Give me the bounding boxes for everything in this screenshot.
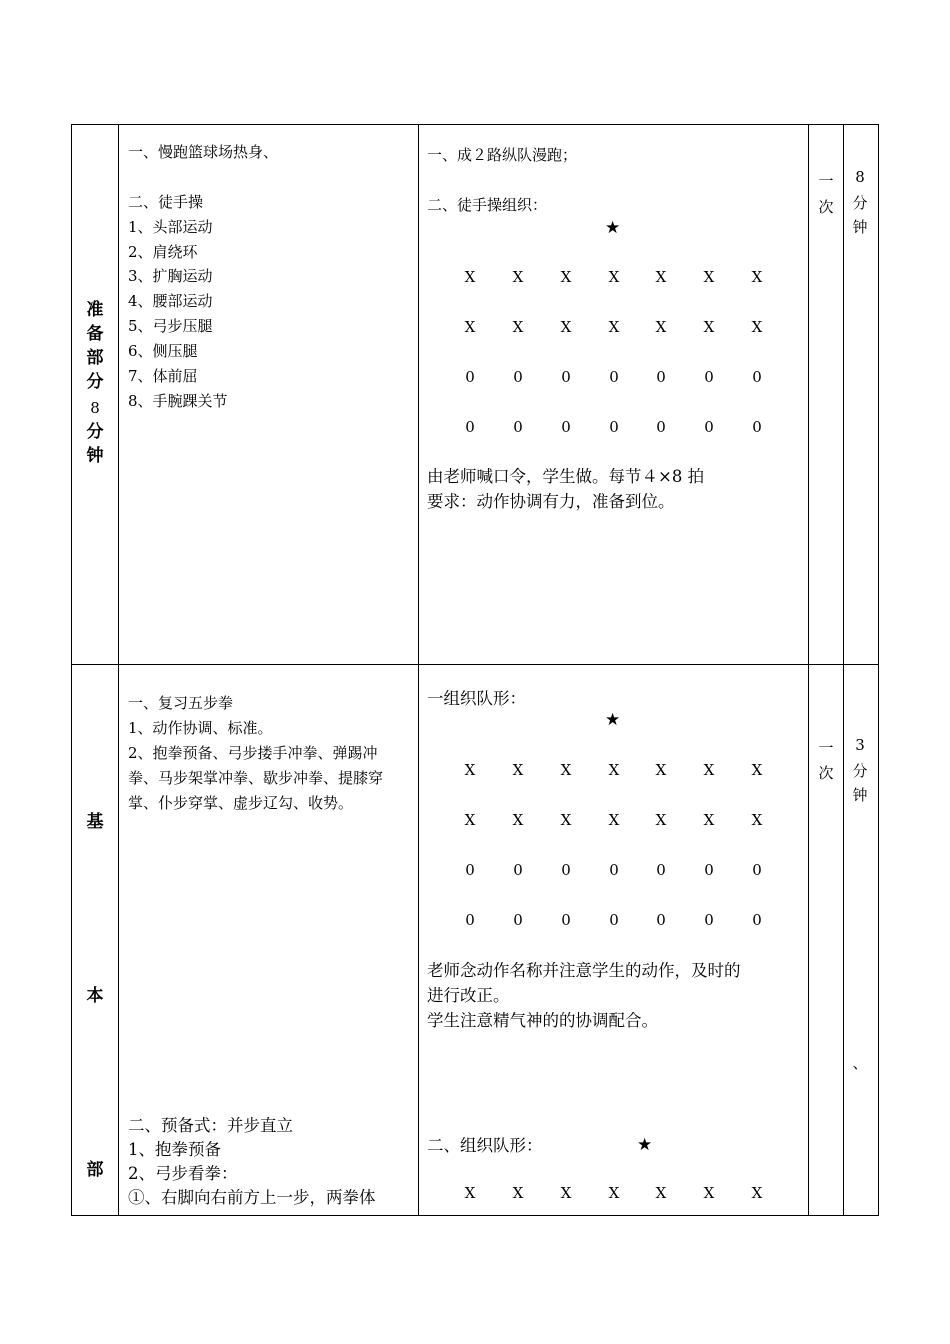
content-line: 1、头部运动	[128, 218, 213, 236]
student-mark: 0	[656, 861, 666, 879]
student-mark: X	[655, 318, 667, 336]
content-line: 6、侧压腿	[128, 342, 198, 360]
student-mark: 0	[465, 911, 475, 929]
student-mark: X	[703, 268, 715, 286]
student-mark: X	[751, 811, 763, 829]
content-line: 3、扩胸运动	[128, 267, 213, 285]
student-mark: 0	[656, 911, 666, 929]
side-char: 钟	[86, 446, 104, 466]
student-mark: 0	[752, 911, 762, 929]
student-mark: X	[655, 268, 667, 286]
col-divider-2	[418, 124, 419, 1216]
content-line: 4、腰部运动	[128, 292, 213, 310]
student-mark: X	[703, 761, 715, 779]
student-mark: 0	[656, 418, 666, 436]
student-mark: 0	[609, 368, 619, 386]
student-mark: X	[608, 318, 620, 336]
student-mark: 0	[656, 368, 666, 386]
duration-char: 分	[852, 762, 868, 780]
col-divider-3	[808, 124, 809, 1216]
student-mark: 0	[465, 368, 475, 386]
teacher-star-icon: ★	[605, 710, 621, 730]
student-mark: X	[608, 268, 620, 286]
content-line: 7、体前屈	[128, 367, 198, 385]
student-mark: X	[560, 268, 572, 286]
side-char: 备	[86, 324, 104, 344]
student-mark: X	[560, 1184, 572, 1202]
org-title: 二、组织队形：	[427, 1136, 543, 1155]
content-line: 8、手腕踝关节	[128, 392, 228, 410]
side-char: 分	[86, 372, 104, 392]
duration-char: 分	[852, 194, 868, 212]
student-mark: X	[751, 318, 763, 336]
content-line: 一、慢跑篮球场热身、	[128, 143, 279, 161]
times-char: 一	[818, 172, 834, 190]
times-char: 次	[818, 764, 834, 782]
student-mark: X	[655, 1184, 667, 1202]
student-mark: 0	[609, 861, 619, 879]
student-mark: X	[512, 811, 524, 829]
side-char: 部	[86, 348, 104, 368]
student-mark: X	[560, 761, 572, 779]
student-mark: X	[464, 268, 476, 286]
content-line: 一、复习五步拳	[128, 694, 234, 712]
student-mark: X	[464, 761, 476, 779]
times-char: 一	[818, 739, 834, 757]
student-mark: 0	[704, 368, 714, 386]
stray-mark: 、	[852, 1054, 868, 1072]
student-mark: X	[703, 811, 715, 829]
content-line: 二、预备式：并步直立	[128, 1116, 293, 1135]
times-char: 次	[818, 198, 834, 216]
row-divider	[71, 664, 879, 665]
student-mark: X	[608, 811, 620, 829]
student-mark: X	[560, 318, 572, 336]
content-line: ①、右脚向右前方上一步，两拳体	[128, 1188, 376, 1207]
student-mark: 0	[513, 911, 523, 929]
side-char: 部	[86, 1160, 104, 1180]
student-mark: 0	[704, 861, 714, 879]
teacher-star-icon: ★	[605, 218, 621, 238]
col-divider-1	[118, 124, 119, 1216]
content-line: 二、徒手操	[128, 193, 204, 211]
note-line: 由老师喊口令，学生做。每节４×8 拍	[427, 467, 705, 486]
student-mark: X	[560, 811, 572, 829]
note-line: 老师念动作名称并注意学生的动作，及时的	[427, 961, 741, 980]
student-mark: 0	[513, 368, 523, 386]
note-line: 要求：动作协调有力，准备到位。	[427, 492, 675, 511]
content-line: 5、弓步压腿	[128, 317, 213, 335]
org-line: 一、成２路纵队漫跑；	[427, 146, 578, 164]
duration-char: 8	[855, 168, 865, 186]
side-char: 8	[90, 399, 100, 417]
student-mark: X	[512, 1184, 524, 1202]
student-mark: X	[464, 811, 476, 829]
duration-char: 钟	[852, 786, 868, 804]
student-mark: X	[751, 268, 763, 286]
student-mark: 0	[513, 861, 523, 879]
student-mark: X	[703, 1184, 715, 1202]
content-line: 掌、仆步穿掌、虚步辽勾、收势。	[128, 794, 354, 812]
content-line: 拳、马步架掌冲拳、歇步冲拳、提膝穿	[128, 769, 384, 787]
student-mark: X	[512, 761, 524, 779]
student-mark: 0	[561, 911, 571, 929]
student-mark: 0	[752, 861, 762, 879]
student-mark: X	[655, 811, 667, 829]
content-line: 2、抱拳预备、弓步搂手冲拳、弹踢冲	[128, 744, 378, 762]
student-mark: 0	[752, 418, 762, 436]
content-line: 1、动作协调、标准。	[128, 719, 273, 737]
content-line: 2、弓步看拳：	[128, 1164, 238, 1183]
student-mark: X	[512, 268, 524, 286]
student-mark: X	[608, 1184, 620, 1202]
note-line: 进行改正。	[427, 986, 510, 1005]
org-title: 一组织队形：	[427, 689, 526, 708]
student-mark: X	[751, 1184, 763, 1202]
side-char: 分	[86, 422, 104, 442]
duration-char: 3	[855, 736, 865, 754]
student-mark: 0	[704, 911, 714, 929]
student-mark: 0	[465, 418, 475, 436]
teacher-star-icon: ★	[637, 1135, 653, 1155]
note-line: 学生注意精气神的的协调配合。	[427, 1011, 658, 1030]
col-divider-4	[843, 124, 844, 1216]
student-mark: 0	[704, 418, 714, 436]
student-mark: 0	[609, 911, 619, 929]
content-line: 2、肩绕环	[128, 243, 198, 261]
student-mark: 0	[561, 368, 571, 386]
side-char: 准	[86, 300, 104, 320]
student-mark: 0	[752, 368, 762, 386]
student-mark: X	[655, 761, 667, 779]
side-char: 基	[86, 812, 104, 832]
student-mark: X	[512, 318, 524, 336]
student-mark: X	[751, 761, 763, 779]
side-char: 本	[86, 986, 104, 1006]
duration-char: 钟	[852, 218, 868, 236]
student-mark: 0	[609, 418, 619, 436]
student-mark: X	[703, 318, 715, 336]
student-mark: 0	[513, 418, 523, 436]
student-mark: X	[608, 761, 620, 779]
student-mark: X	[464, 318, 476, 336]
student-mark: 0	[561, 418, 571, 436]
student-mark: 0	[465, 861, 475, 879]
student-mark: 0	[561, 861, 571, 879]
student-mark: X	[464, 1184, 476, 1202]
org-line: 二、徒手操组织：	[427, 196, 548, 214]
content-line: 1、抱拳预备	[128, 1140, 221, 1159]
